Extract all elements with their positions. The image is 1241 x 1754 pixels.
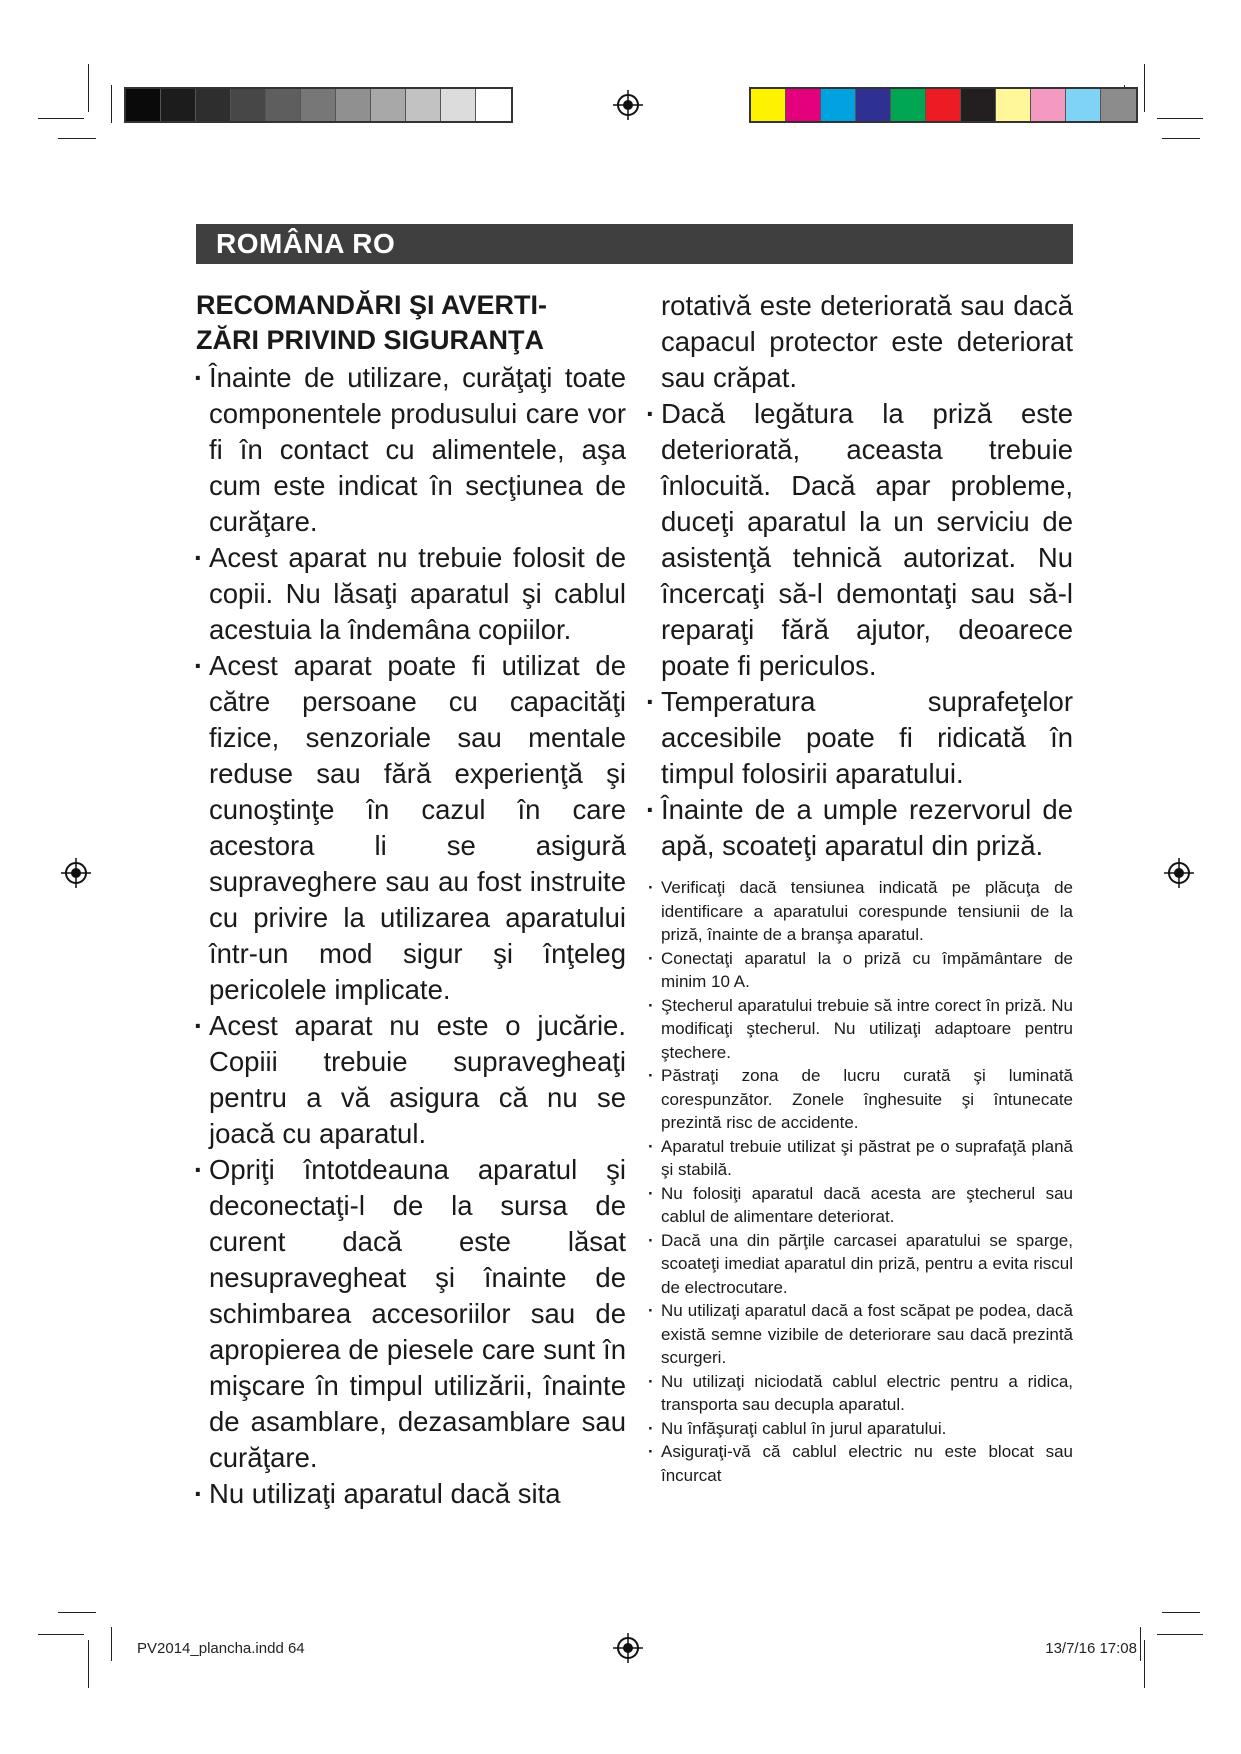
gray-swatch	[126, 89, 161, 121]
section-title-line: RECOMANDĂRI ŞI AVERTI-	[196, 290, 547, 320]
crop-mark	[1140, 1627, 1141, 1661]
registration-mark-icon	[613, 1633, 643, 1663]
color-swatch	[926, 89, 961, 121]
color-swatch	[856, 89, 891, 121]
list-item: · Înainte de utilizare, curăţaţi toate componentele produsului care vor fi în contact cu alimentele, aşa cum este indicat în secţiunea de curăţare.	[196, 360, 626, 540]
gray-swatch	[441, 89, 476, 121]
crop-mark	[58, 1612, 96, 1613]
crop-mark	[111, 85, 112, 123]
section-title-line: ZĂRI PRIVIND SIGURANŢA	[196, 325, 545, 355]
list-item: · Înainte de a umple rezervorul de apă, scoateţi aparatul din priză.	[648, 792, 1073, 864]
gray-swatch	[231, 89, 266, 121]
gray-swatch	[371, 89, 406, 121]
crop-mark	[1162, 1612, 1200, 1613]
crop-mark	[88, 64, 89, 112]
gray-swatch	[406, 89, 441, 121]
color-swatch	[821, 89, 856, 121]
file-slug: PV2014_plancha.indd 64	[137, 1640, 305, 1657]
registration-mark-icon	[1164, 858, 1194, 888]
crop-mark	[1144, 64, 1145, 112]
small-list-item: · Nu înfăşuraţi cablul în jurul aparatului.	[648, 1417, 1073, 1441]
right-column	[648, 288, 1073, 1487]
grayscale-color-bar	[124, 87, 513, 123]
list-item: · Nu utilizaţi aparatul dacă sita	[196, 1476, 626, 1512]
list-item: · Acest aparat poate fi utilizat de către persoane cu capacităţi fizice, senzoriale sau mentale reduse sau fără experienţă şi cunoştinţe în cazul în care acestora li se asigură supraveghere sau au fost instruite cu privire la utilizarea aparatului într-un mod sigur şi înţeleg pericolele implicate.	[196, 648, 626, 1008]
color-swatch	[996, 89, 1031, 121]
list-item: · Temperatura suprafeţelor accesibile poate fi ridicată în timpul folosirii aparatului.	[648, 684, 1073, 792]
list-item: · Acest aparat nu este o jucărie. Copiii trebuie supravegheaţi pentru a vă asigura că nu se joacă cu aparatul.	[196, 1008, 626, 1152]
color-swatch	[1101, 89, 1136, 121]
language-title: ROMÂNA RO	[216, 228, 396, 259]
safety-list	[648, 396, 1073, 864]
language-header-band	[196, 224, 1073, 264]
small-list-item: · Păstraţi zona de lucru curată şi luminată corespunzător. Zonele înghesuite şi întunecate prezintă risc de accidente.	[648, 1064, 1073, 1135]
small-list-item: · Ştecherul aparatului trebuie să intre corect în priză. Nu modificaţi ştecherul. Nu utilizaţi adaptoare pentru ştechere.	[648, 994, 1073, 1065]
continued-paragraph: rotativă este deteriorată sau dacă capacul protector este deteriorat sau crăpat.	[661, 290, 1073, 393]
section-title	[196, 288, 626, 358]
color-swatch	[1031, 89, 1066, 121]
safety-list	[196, 360, 626, 1512]
crop-mark	[1144, 1640, 1145, 1688]
crop-mark	[88, 1640, 89, 1688]
small-list-item: · Aparatul trebuie utilizat şi păstrat pe o suprafaţă plană şi stabilă.	[648, 1135, 1073, 1182]
gray-swatch	[301, 89, 336, 121]
list-item: · Acest aparat nu trebuie folosit de copii. Nu lăsaţi aparatul şi cablul acestuia la îndemâna copiilor.	[196, 540, 626, 648]
small-safety-list	[648, 876, 1073, 1487]
gray-swatch	[336, 89, 371, 121]
gray-swatch	[196, 89, 231, 121]
color-swatch	[1066, 89, 1101, 121]
small-list-item: · Asiguraţi-vă că cablul electric nu este blocat sau încurcat	[648, 1440, 1073, 1487]
gray-swatch	[476, 89, 511, 121]
small-list-item: · Conectaţi aparatul la o priză cu împământare de minim 10 A.	[648, 947, 1073, 994]
left-column	[196, 288, 626, 1512]
color-swatch	[751, 89, 786, 121]
color-swatch	[961, 89, 996, 121]
crop-mark	[1157, 1634, 1203, 1635]
crop-mark	[58, 138, 96, 139]
crop-mark	[1162, 138, 1200, 139]
gray-swatch	[266, 89, 301, 121]
registration-mark-icon	[613, 90, 643, 120]
color-swatch	[786, 89, 821, 121]
crop-mark	[38, 118, 84, 119]
color-swatch	[891, 89, 926, 121]
process-color-bar	[749, 87, 1138, 123]
crop-mark	[38, 1634, 84, 1635]
list-item: · Dacă legătura la priză este deteriorată, aceasta trebuie înlocuită. Dacă apar probleme, duceţi aparatul la un serviciu de asistenţă tehnică autorizat. Nu încercaţi să-l demontaţi sau să-l reparaţi fără ajutor, deoarece poate fi periculos.	[648, 396, 1073, 684]
small-list-item: · Dacă una din părţile carcasei aparatului se sparge, scoateţi imediat aparatul din priză, pentru a evita riscul de electrocutare.	[648, 1229, 1073, 1300]
small-list-item: · Verificaţi dacă tensiunea indicată pe plăcuţa de identificare a aparatului corespunde tensiunii de la priză, înainte de a branşa aparatul.	[648, 876, 1073, 947]
registration-mark-icon	[61, 858, 91, 888]
small-list-item: · Nu utilizaţi niciodată cablul electric pentru a ridica, transporta sau decupla aparatul.	[648, 1370, 1073, 1417]
gray-swatch	[161, 89, 196, 121]
small-list-item: · Nu folosiţi aparatul dacă acesta are ştecherul sau cablul de alimentare deteriorat.	[648, 1182, 1073, 1229]
crop-mark	[111, 1627, 112, 1661]
list-item: · Opriţi întotdeauna aparatul şi deconectaţi-l de la sursa de curent dacă este lăsat nesupravegheat şi înainte de schimbarea accesoriilor sau de apropierea de piesele care sunt în mişcare în timpul utilizării, înainte de asamblare, dezasamblare sau curăţare.	[196, 1152, 626, 1476]
small-list-item: · Nu utilizaţi aparatul dacă a fost scăpat pe podea, dacă există semne vizibile de deteriorare sau dacă prezintă scurgeri.	[648, 1299, 1073, 1370]
date-slug: 13/7/16 17:08	[1045, 1640, 1137, 1657]
crop-mark	[1157, 118, 1203, 119]
